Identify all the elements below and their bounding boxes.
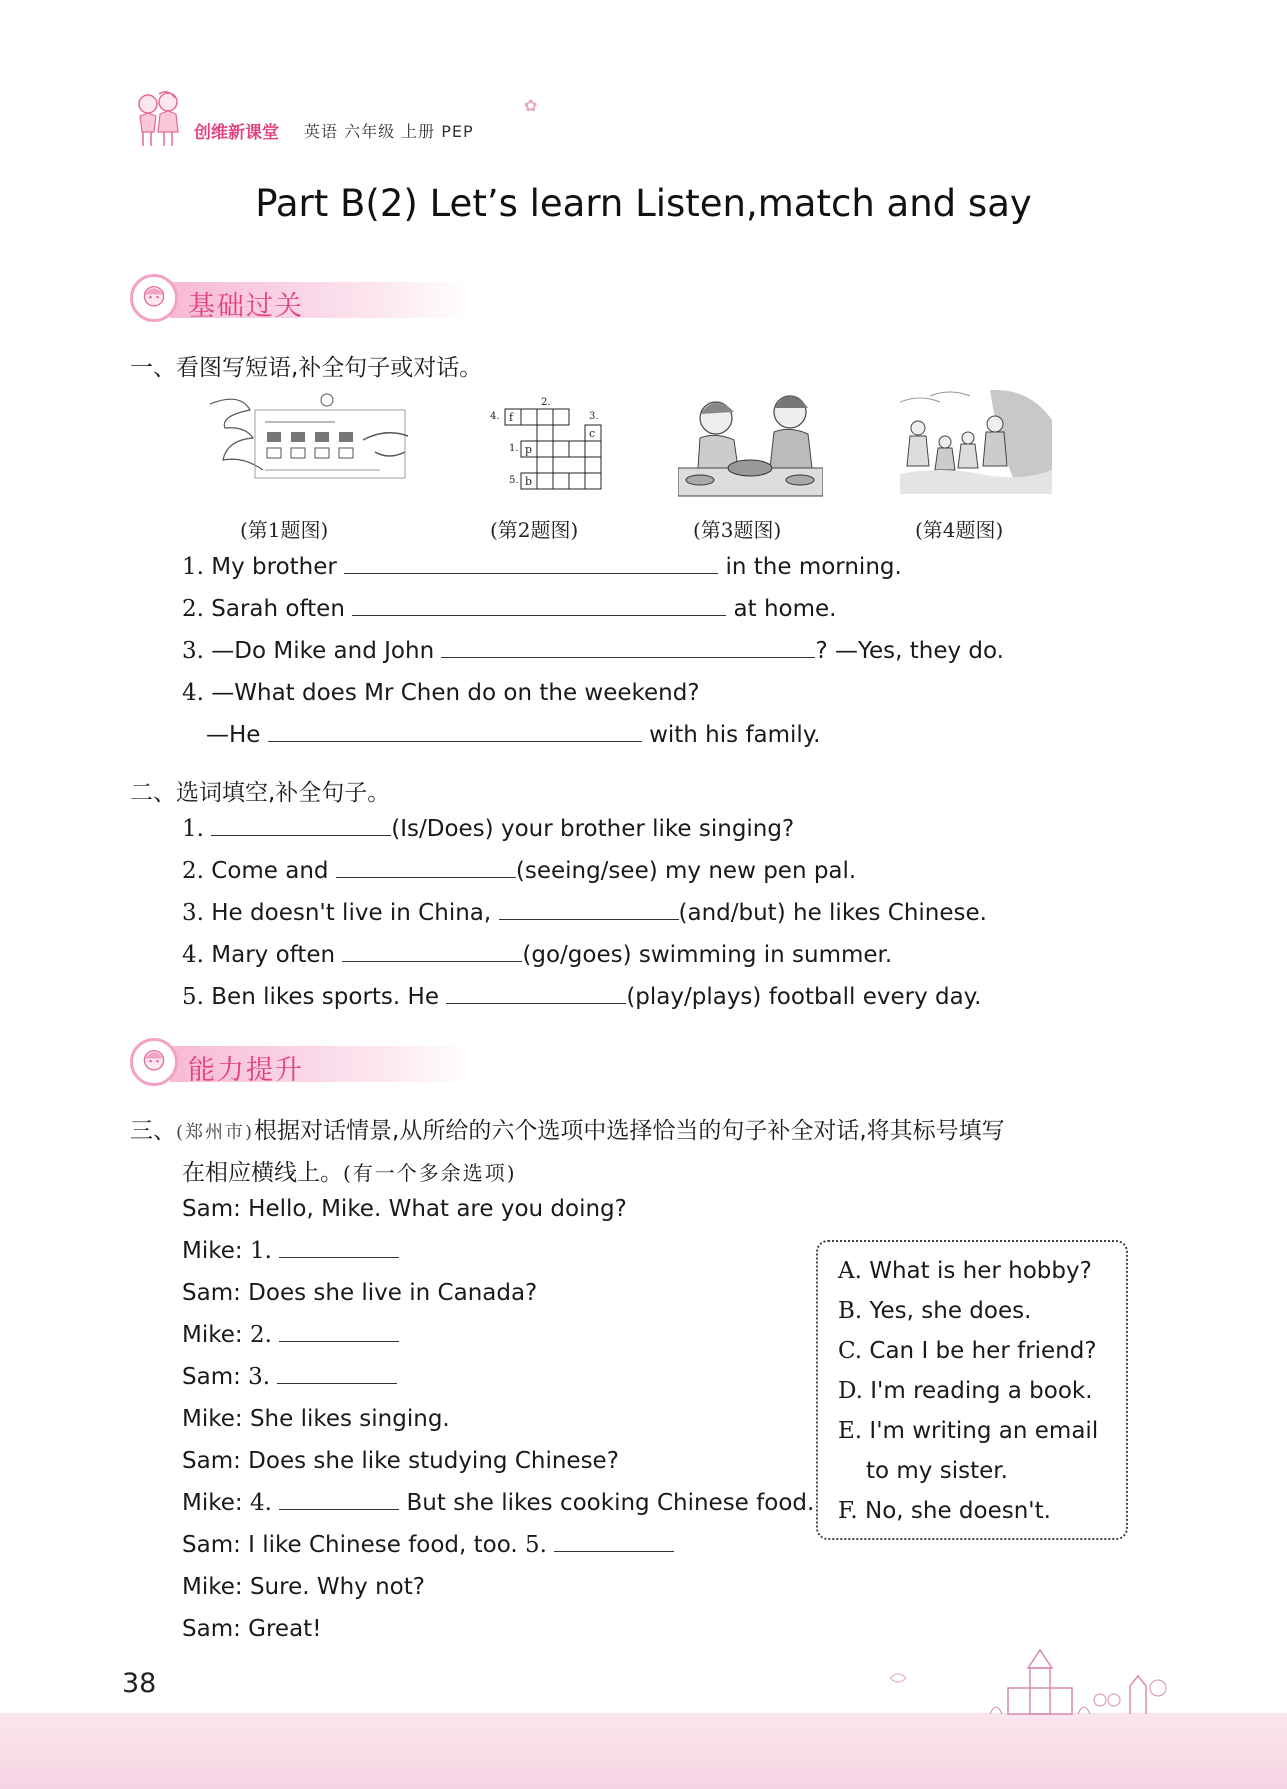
q2-item-2: 2. Come and (seeing/see) my new pen pal.: [182, 858, 857, 884]
q3-heading: 三、(郑州市)根据对话情景,从所给的六个选项中选择恰当的句子补全对话,将其标号填写: [130, 1118, 1005, 1144]
page-title: Part B(2) Let’s learn Listen,match and say: [255, 182, 1032, 225]
option-d: D. I'm reading a book.: [838, 1378, 1093, 1404]
q1-item-4: 4. —What does Mr Chen do on the weekend?: [182, 680, 700, 706]
crossword-label: 4.: [490, 411, 500, 422]
answer-blank[interactable]: [441, 639, 815, 658]
crossword-letter: c: [589, 427, 596, 440]
dialogue-line: Sam: Does she like studying Chinese?: [182, 1448, 619, 1474]
dialogue-line: Mike: Sure. Why not?: [182, 1574, 425, 1600]
option-a: A. What is her hobby?: [838, 1258, 1092, 1284]
crossword-label: 5.: [509, 475, 519, 486]
answer-blank[interactable]: [499, 901, 679, 920]
figure-1-caption: (第1题图): [240, 518, 329, 542]
dialogue-line: Sam: 3.: [182, 1364, 397, 1390]
dialogue-line: Sam: I like Chinese food, too. 5.: [182, 1532, 674, 1558]
q1-item-2: 2. Sarah often at home.: [182, 596, 837, 622]
footer-band: [0, 1713, 1287, 1789]
kids-logo-icon: [128, 88, 190, 152]
option-c: C. Can I be her friend?: [838, 1338, 1097, 1364]
q2-item-5: 5. Ben likes sports. He (play/plays) football every day.: [182, 984, 982, 1010]
figure-3-caption: (第3题图): [693, 518, 782, 542]
figure-4-family: [900, 390, 1052, 494]
figure-2-crossword: [485, 393, 610, 493]
crossword-label: 1.: [509, 443, 519, 454]
section-label: 能力提升: [188, 1055, 304, 1086]
q1-item-4-answer: —He with his family.: [206, 722, 821, 748]
crossword-label: 3.: [589, 411, 599, 422]
answer-blank[interactable]: [279, 1239, 399, 1258]
dialogue-line: Sam: Great!: [182, 1616, 322, 1642]
crossword-letter: p: [525, 443, 533, 456]
answer-blank[interactable]: [446, 985, 626, 1004]
book-info: 英语 六年级 上册 PEP: [304, 122, 474, 141]
q2-heading: 二、选词填空,补全句子。: [130, 780, 391, 806]
q3-heading-line2: 在相应横线上。(有一个多余选项): [182, 1160, 517, 1186]
answer-blank[interactable]: [279, 1323, 399, 1342]
girl-avatar-icon: [130, 1038, 178, 1086]
dialogue-line: Mike: She likes singing.: [182, 1406, 450, 1432]
dialogue-line: Mike: 1.: [182, 1238, 399, 1264]
answer-blank[interactable]: [342, 943, 522, 962]
crossword-letter: b: [525, 475, 533, 488]
q1-item-1: 1. My brother in the morning.: [182, 554, 902, 580]
girl-avatar-icon: [130, 274, 178, 322]
answer-blank[interactable]: [352, 597, 726, 616]
option-e: E. I'm writing an email: [838, 1418, 1099, 1444]
section-advanced: [130, 1038, 480, 1086]
dialogue-line: Sam: Hello, Mike. What are you doing?: [182, 1196, 627, 1222]
option-f: F. No, she doesn't.: [838, 1498, 1051, 1524]
answer-blank[interactable]: [344, 555, 718, 574]
option-e-cont: to my sister.: [866, 1458, 1008, 1484]
figure-3-cooking: [678, 390, 823, 498]
section-basic: [130, 274, 480, 322]
q2-item-1: 1. (Is/Does) your brother like singing?: [182, 816, 795, 842]
flower-icon: ✿: [524, 96, 538, 115]
answer-blank[interactable]: [336, 859, 516, 878]
option-b: B. Yes, she does.: [838, 1298, 1032, 1324]
answer-blank[interactable]: [277, 1365, 397, 1384]
q2-item-4: 4. Mary often (go/goes) swimming in summer.: [182, 942, 893, 968]
page-number: 38: [122, 1668, 157, 1699]
castle-decoration-icon: [890, 1648, 1170, 1718]
figure-4-caption: (第4题图): [915, 518, 1004, 542]
answer-blank[interactable]: [211, 817, 391, 836]
answer-blank[interactable]: [554, 1533, 674, 1552]
q1-heading: 一、看图写短语,补全句子或对话。: [130, 355, 483, 381]
figure-1-homework: [205, 392, 420, 496]
dialogue-line: Mike: 4. But she likes cooking Chinese food.: [182, 1490, 815, 1516]
answer-blank[interactable]: [279, 1491, 399, 1510]
dialogue-line: Sam: Does she live in Canada?: [182, 1280, 538, 1306]
brand-name: 创维新课堂: [194, 123, 279, 143]
section-label: 基础过关: [188, 291, 304, 322]
q2-item-3: 3. He doesn't live in China, (and/but) he likes Chinese.: [182, 900, 987, 926]
dialogue-line: Mike: 2.: [182, 1322, 399, 1348]
crossword-letter: f: [509, 411, 514, 424]
figure-2-caption: (第2题图): [490, 518, 579, 542]
crossword-label: 2.: [541, 397, 551, 408]
answer-blank[interactable]: [268, 723, 642, 742]
q1-item-3: 3. —Do Mike and John ? —Yes, they do.: [182, 638, 1004, 664]
